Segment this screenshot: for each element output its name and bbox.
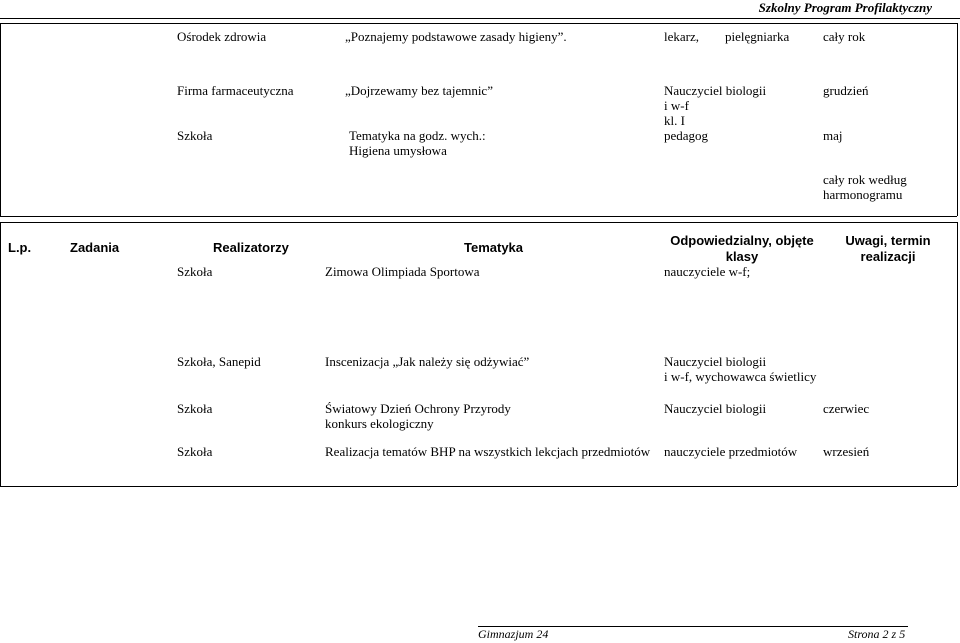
upper-row-3-tematyka-line-1: Tematyka na godz. wych.:	[349, 128, 486, 143]
upper-row-3-termin: maj	[823, 128, 843, 143]
lower-row-3-tematyka-line-2: konkurs ekologiczny	[325, 416, 434, 431]
upper-row-3-tematyka-line-2: Higiena umysłowa	[349, 143, 447, 158]
upper-row-4-termin-line-1: cały rok według	[823, 172, 907, 187]
upper-table-bottom-border	[0, 216, 957, 217]
lower-table-right-border	[957, 222, 958, 486]
upper-table-left-border	[0, 23, 1, 216]
upper-table-top-border	[0, 23, 957, 24]
lower-row-2-odpowiedzialny-line-1: Nauczyciel biologii	[664, 354, 767, 369]
lower-row-2-odpowiedzialny-line-2: i w-f, wychowawca świetlicy	[664, 369, 817, 384]
page-header-title: Szkolny Program Profilaktyczny	[758, 0, 932, 15]
lower-row-4-termin: wrzesień	[823, 444, 870, 459]
upper-row-2-realizator: Firma farmaceutyczna	[177, 83, 294, 98]
upper-row-1-termin: cały rok	[823, 29, 866, 44]
upper-row-2-termin: grudzień	[823, 83, 869, 98]
upper-row-2-odpowiedzialny-line-1: Nauczyciel biologii	[664, 83, 767, 98]
upper-row-2-tematyka: „Dojrzewamy bez tajemnic”	[345, 83, 493, 98]
upper-table-right-border	[957, 23, 958, 216]
lower-row-2-realizator: Szkoła, Sanepid	[177, 354, 261, 369]
lower-row-4-tematyka: Realizacja tematów BHP na wszystkich lekcjach przedmiotów	[325, 444, 651, 459]
footer-left: Gimnazjum 24	[478, 627, 549, 641]
lower-row-1-odpowiedzialny: nauczyciele w-f;	[664, 264, 751, 279]
upper-row-3-realizator: Szkoła	[177, 128, 213, 143]
lower-row-2-tematyka: Inscenizacja „Jak należy się odżywiać”	[325, 354, 530, 369]
header-odpowiedzialny-line-1: Odpowiedzialny, objęte	[670, 233, 814, 248]
lower-row-3-tematyka-line-1: Światowy Dzień Ochrony Przyrody	[325, 401, 511, 416]
footer-page-number: Strona 2 z 5	[848, 627, 906, 641]
upper-row-1-realizator: Ośrodek zdrowia	[177, 29, 267, 44]
header-zadania: Zadania	[70, 240, 120, 255]
lower-row-3-odpowiedzialny: Nauczyciel biologii	[664, 401, 767, 416]
lower-row-3-realizator: Szkoła	[177, 401, 213, 416]
lower-row-1-realizator: Szkoła	[177, 264, 213, 279]
header-odpowiedzialny-line-2: klasy	[725, 249, 759, 264]
header-rule	[0, 18, 960, 19]
upper-row-1-odpowiedzialny: lekarz, pielęgniarka	[664, 29, 790, 44]
header-uwagi-line-2: realizacji	[860, 249, 916, 264]
upper-row-4-termin-line-2: harmonogramu	[823, 187, 903, 202]
header-realizatorzy: Realizatorzy	[213, 240, 289, 255]
upper-row-2-odpowiedzialny-line-3: kl. I	[664, 113, 685, 128]
header-uwagi-line-1: Uwagi, termin	[845, 233, 931, 248]
lower-row-4-odpowiedzialny: nauczyciele przedmiotów	[664, 444, 798, 459]
upper-row-1-tematyka: „Poznajemy podstawowe zasady higieny”.	[345, 29, 567, 44]
lower-row-4-realizator: Szkoła	[177, 444, 213, 459]
lower-table-bottom-border	[0, 486, 957, 487]
upper-row-3-odpowiedzialny: pedagog	[664, 128, 709, 143]
lower-row-3-termin: czerwiec	[823, 401, 870, 416]
lower-table-top-border	[0, 222, 957, 223]
lower-table-left-border	[0, 222, 1, 486]
header-tematyka: Tematyka	[464, 240, 524, 255]
lower-row-1-tematyka: Zimowa Olimpiada Sportowa	[325, 264, 480, 279]
upper-row-2-odpowiedzialny-line-2: i w-f	[664, 98, 689, 113]
header-lp: L.p.	[8, 240, 32, 255]
